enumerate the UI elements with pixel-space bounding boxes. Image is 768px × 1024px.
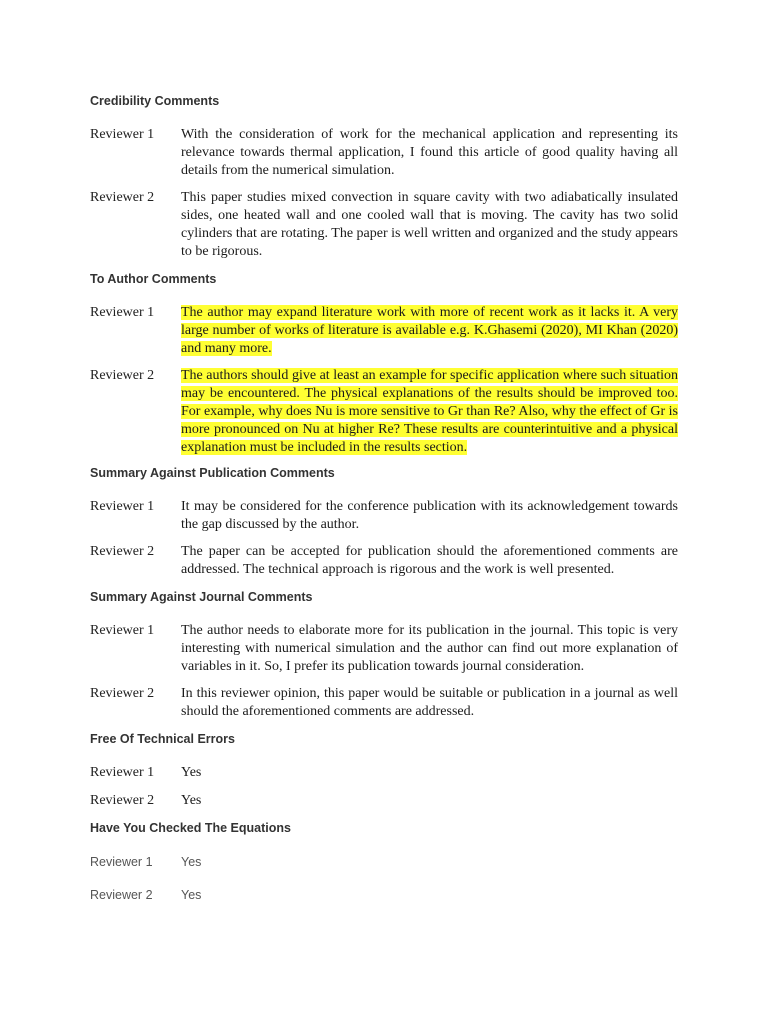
review-comment: With the consideration of work for the mechanical application and representing its relevance towards thermal application, I found this article of good quality having all details from the numerical simulation.	[181, 127, 678, 178]
review-row	[90, 853, 678, 871]
review-comment: Yes	[181, 888, 202, 902]
reviewer-label: Reviewer 1	[90, 765, 155, 780]
reviewer-label: Reviewer 1	[90, 305, 155, 320]
review-row	[90, 622, 678, 676]
review-comment: Yes	[181, 855, 202, 869]
review-row	[90, 886, 678, 904]
section-technical-errors	[90, 732, 678, 820]
reviewer-label: Reviewer 2	[90, 190, 155, 205]
review-row	[90, 764, 678, 782]
reviewer-label: Reviewer 2	[90, 544, 155, 559]
section-to-author	[90, 272, 678, 466]
highlighted-comment: The authors should give at least an example for specific application where such situation may be encountered. The physical explanations of the results should be improved too. For example, why does Nu is more sensitive to Gr than Re? Also, why the effect of Gr is more pronounced on Nu at higher Re? These results are counterintuitive and a physical explanation must be included in the results section.	[181, 368, 678, 455]
review-comment: This paper studies mixed convection in square cavity with two adiabatically insulated sides, one heated wall and one cooled wall that is moving. The cavity has two solid cylinders that are rotating. The paper is well written and organized and the study appears to be rigorous.	[181, 190, 678, 259]
review-comment: It may be considered for the conference publication with its acknowledgement towards the gap discussed by the author.	[181, 499, 678, 532]
section-heading: To Author Comments	[90, 272, 217, 286]
section-credibility	[90, 94, 678, 270]
reviewer-label: Reviewer 2	[90, 686, 155, 701]
review-row	[90, 304, 678, 358]
review-comment: The author needs to elaborate more for its publication in the journal. This topic is very interesting with numerical simulation and the author can find out more explanation of variables in it. So, I prefer its publication towards journal consideration.	[181, 623, 678, 674]
reviewer-label: Reviewer 2	[90, 368, 155, 383]
review-row	[90, 498, 678, 534]
review-row	[90, 543, 678, 579]
review-row	[90, 792, 678, 810]
section-heading: Credibility Comments	[90, 94, 220, 108]
highlighted-comment: The author may expand literature work with more of recent work as it lacks it. A very large number of works of literature is available e.g. K.Ghasemi (2020), MI Khan (2020) and many more.	[181, 305, 678, 356]
section-heading: Free Of Technical Errors	[90, 732, 235, 746]
review-comment: Yes	[181, 793, 202, 808]
reviewer-label: Reviewer 1	[90, 855, 153, 869]
review-comment: The paper can be accepted for publication should the aforementioned comments are addressed. The technical approach is rigorous and the work is well presented.	[181, 544, 678, 577]
section-heading: Have You Checked The Equations	[90, 821, 291, 835]
section-heading: Summary Against Publication Comments	[90, 466, 335, 480]
review-row	[90, 367, 678, 457]
review-row	[90, 189, 678, 261]
review-comment-wrap	[181, 367, 678, 457]
section-heading: Summary Against Journal Comments	[90, 590, 313, 604]
reviewer-label: Reviewer 2	[90, 888, 153, 902]
reviewer-label: Reviewer 1	[90, 499, 155, 514]
review-row	[90, 685, 678, 721]
section-equations	[90, 821, 678, 913]
section-summary-publication	[90, 466, 678, 588]
review-row	[90, 126, 678, 180]
review-comment: Yes	[181, 765, 202, 780]
review-comment: In this reviewer opinion, this paper would be suitable or publication in a journal as well should the aforementioned comments are addressed.	[181, 686, 678, 719]
reviewer-label: Reviewer 2	[90, 793, 155, 808]
reviewer-label: Reviewer 1	[90, 127, 155, 142]
section-summary-journal	[90, 590, 678, 730]
reviewer-label: Reviewer 1	[90, 623, 155, 638]
review-comment-wrap	[181, 304, 678, 358]
